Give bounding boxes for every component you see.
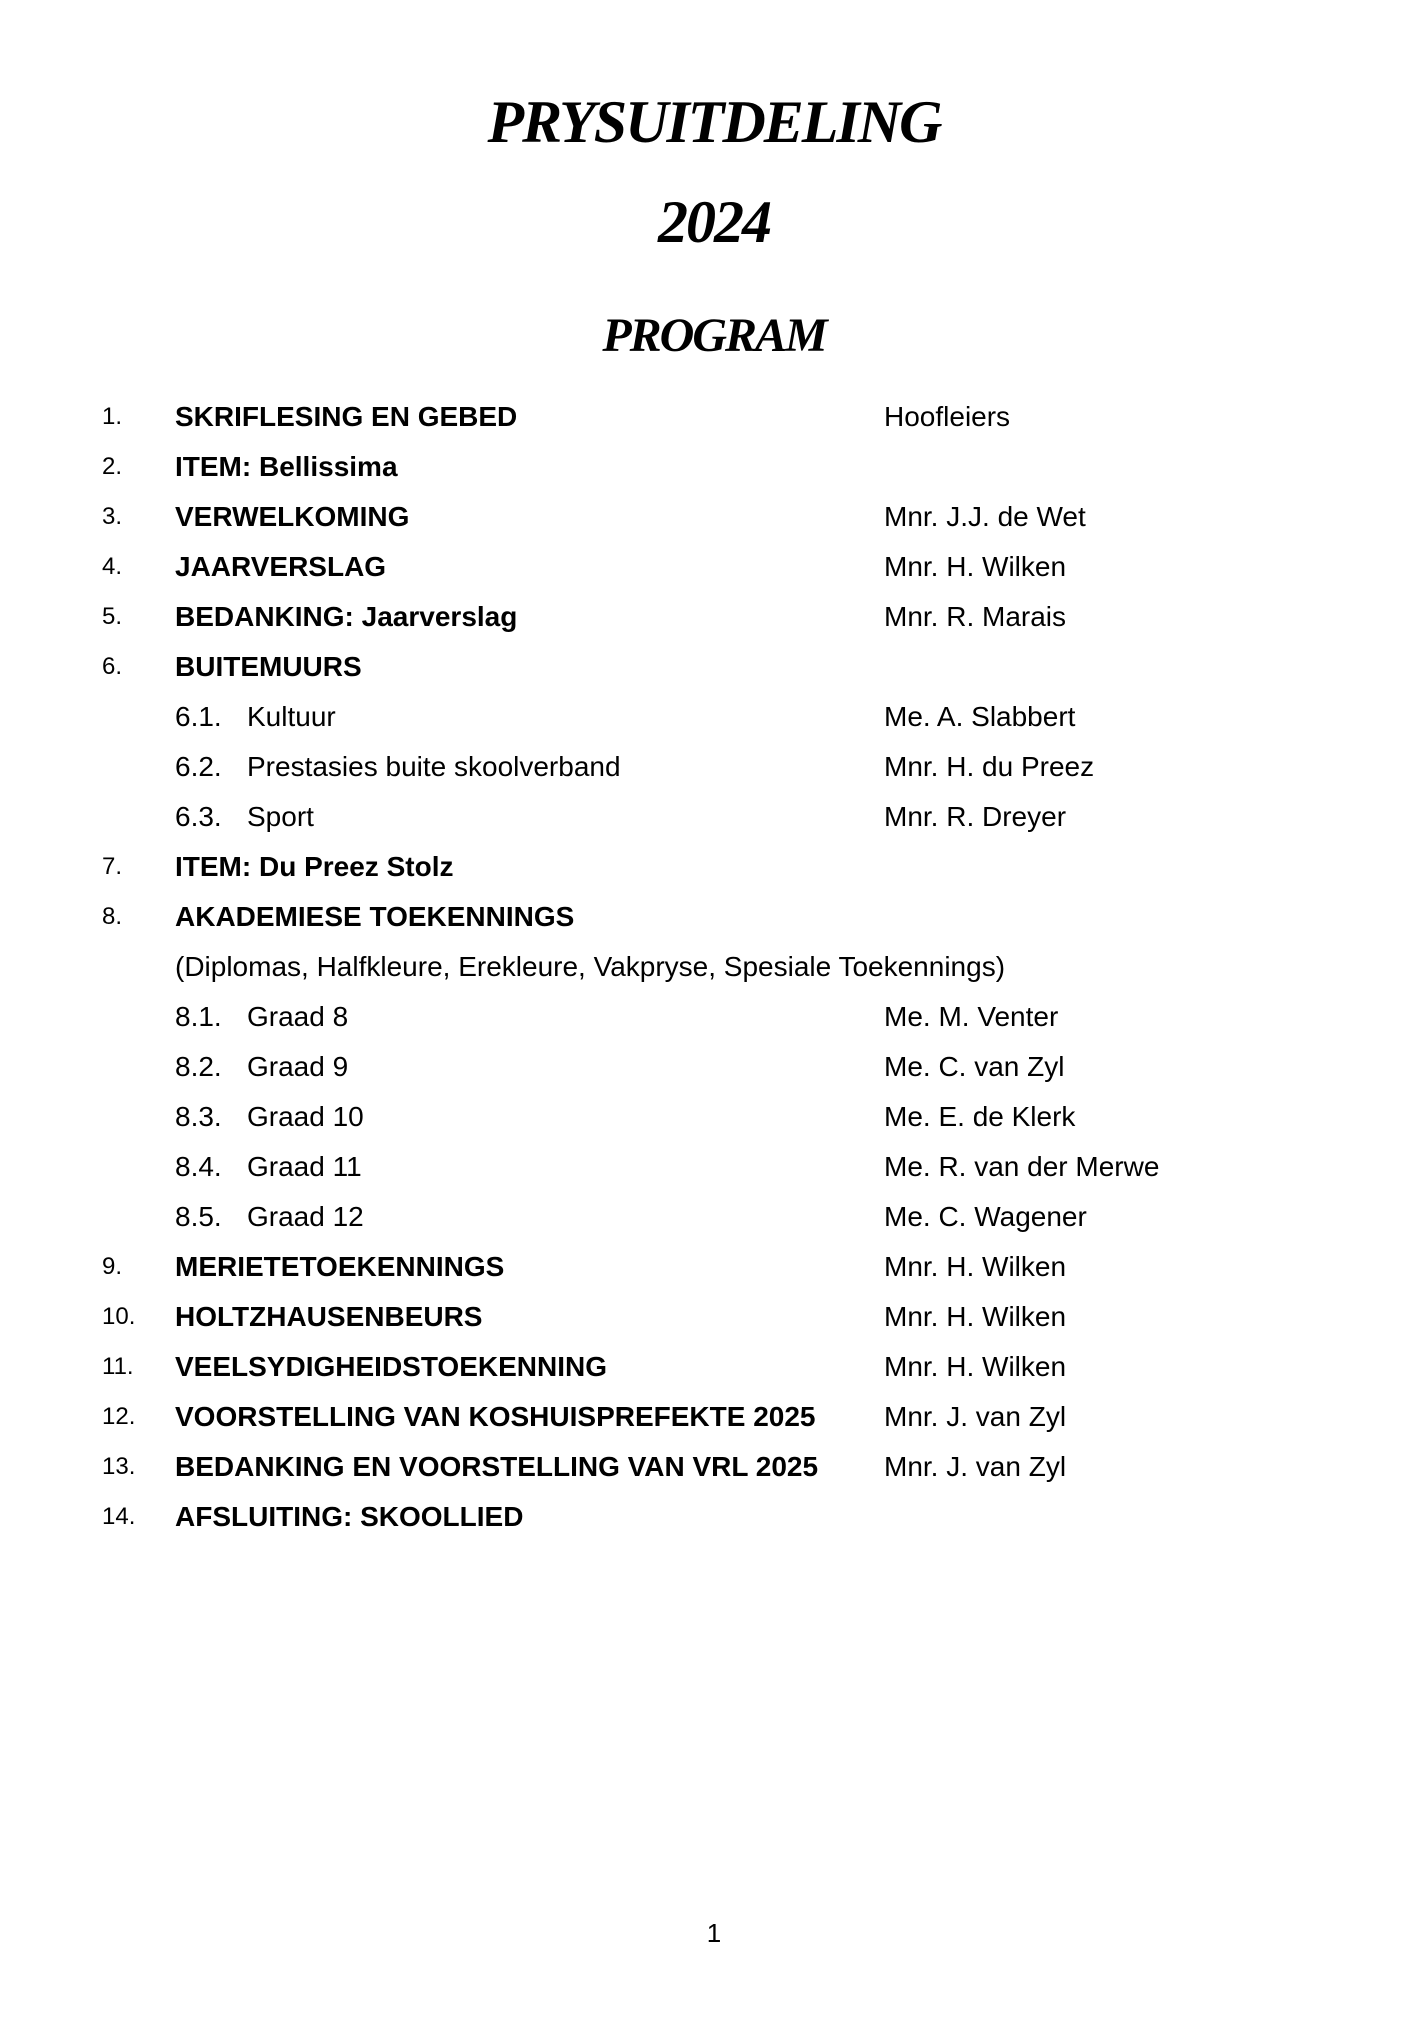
item-label: VERWELKOMING — [175, 501, 410, 532]
item-number: 9. — [102, 1253, 123, 1280]
program-item — [0, 1492, 1428, 1542]
item-number: 1. — [102, 403, 123, 430]
item-presenter: Mnr. H. Wilken — [884, 1251, 1067, 1282]
item-label: AKADEMIESE TOEKENNINGS — [175, 901, 575, 932]
item-label: SKRIFLESING EN GEBED — [175, 401, 518, 432]
program-subitem — [0, 992, 1428, 1042]
subitem-number: 6.3. — [175, 801, 222, 832]
subitem-label: Prestasies buite skoolverband — [247, 751, 621, 782]
program-heading: PROGRAM — [602, 309, 826, 362]
program-item — [0, 1292, 1428, 1342]
item-number: 14. — [102, 1503, 136, 1530]
program-item — [0, 392, 1428, 442]
item-label: JAARVERSLAG — [175, 551, 387, 582]
program-item — [0, 842, 1428, 892]
item-label: VEELSYDIGHEIDSTOEKENNING — [175, 1351, 608, 1382]
item-number: 2. — [102, 453, 123, 480]
subitem-label: Graad 9 — [247, 1051, 349, 1082]
program-item — [0, 1442, 1428, 1492]
item-label: HOLTZHAUSENBEURS — [175, 1301, 483, 1332]
item-number: 8. — [102, 903, 123, 930]
item-number: 7. — [102, 853, 123, 880]
document-title: PRYSUITDELING — [487, 89, 941, 155]
subitem-presenter: Me. E. de Klerk — [884, 1101, 1076, 1132]
item-number: 3. — [102, 503, 123, 530]
subitem-presenter: Mnr. H. du Preez — [884, 751, 1095, 782]
subitem-number: 6.1. — [175, 701, 222, 732]
item-number: 13. — [102, 1453, 136, 1480]
program-item — [0, 542, 1428, 592]
program-subitem — [0, 1142, 1428, 1192]
program-item — [0, 1342, 1428, 1392]
item-number: 4. — [102, 553, 123, 580]
item-presenter: Mnr. J. van Zyl — [884, 1451, 1067, 1482]
program-subitem — [0, 692, 1428, 742]
subitem-number: 8.3. — [175, 1101, 222, 1132]
item-label: AFSLUITING: SKOOLLIED — [175, 1501, 524, 1532]
item-presenter: Mnr. H. Wilken — [884, 551, 1067, 582]
subitem-label: Graad 8 — [247, 1001, 349, 1032]
subitem-label: Graad 11 — [247, 1151, 362, 1182]
subitem-presenter: Mnr. R. Dreyer — [884, 801, 1067, 832]
akademies-note: (Diplomas, Halfkleure, Erekleure, Vakpryse, Spesiale Toekennings) — [175, 951, 1006, 982]
item-presenter: Mnr. R. Marais — [884, 601, 1067, 632]
item-label: VOORSTELLING VAN KOSHUISPREFEKTE 2025 — [175, 1401, 816, 1432]
program-item — [0, 892, 1428, 942]
subitem-label: Sport — [247, 801, 314, 832]
item-label: BEDANKING: Jaarverslag — [175, 601, 518, 632]
program-item — [0, 492, 1428, 542]
subitem-presenter: Me. M. Venter — [884, 1001, 1059, 1032]
item-label: BUITEMUURS — [175, 651, 362, 682]
program-item — [0, 442, 1428, 492]
item-label: ITEM: Du Preez Stolz — [175, 851, 454, 882]
subitem-number: 8.4. — [175, 1151, 222, 1182]
program-note — [0, 942, 1428, 992]
item-label: MERIETETOEKENNINGS — [175, 1251, 505, 1282]
program-item — [0, 1392, 1428, 1442]
item-presenter: Hoofleiers — [884, 401, 1011, 432]
item-number: 11. — [102, 1353, 134, 1380]
program-item — [0, 1242, 1428, 1292]
subitem-number: 6.2. — [175, 751, 222, 782]
program-item — [0, 592, 1428, 642]
program-subitem — [0, 1092, 1428, 1142]
item-label: ITEM: Bellissima — [175, 451, 398, 482]
item-presenter: Mnr. H. Wilken — [884, 1301, 1067, 1332]
subitem-number: 8.5. — [175, 1201, 222, 1232]
subitem-presenter: Me. R. van der Merwe — [884, 1151, 1160, 1182]
item-presenter: Mnr. J.J. de Wet — [884, 501, 1086, 532]
subitem-presenter: Me. C. Wagener — [884, 1201, 1087, 1232]
item-number: 6. — [102, 653, 123, 680]
subitem-label: Graad 12 — [247, 1201, 364, 1232]
subitem-presenter: Me. C. van Zyl — [884, 1051, 1065, 1082]
program-subitem — [0, 742, 1428, 792]
subitem-label: Kultuur — [247, 701, 336, 732]
program-subitem — [0, 1042, 1428, 1092]
subitem-number: 8.2. — [175, 1051, 222, 1082]
document-year: 2024 — [658, 189, 770, 255]
item-number: 10. — [102, 1303, 136, 1330]
program-list — [0, 392, 1428, 1542]
subitem-number: 8.1. — [175, 1001, 222, 1032]
item-label: BEDANKING EN VOORSTELLING VAN VRL 2025 — [175, 1451, 819, 1482]
item-number: 12. — [102, 1403, 136, 1430]
item-presenter: Mnr. J. van Zyl — [884, 1401, 1067, 1432]
program-subitem — [0, 1192, 1428, 1242]
page-number: 1 — [706, 1918, 722, 1948]
item-number: 5. — [102, 603, 123, 630]
program-subitem — [0, 792, 1428, 842]
program-item — [0, 642, 1428, 692]
subitem-label: Graad 10 — [247, 1101, 364, 1132]
item-presenter: Mnr. H. Wilken — [884, 1351, 1067, 1382]
subitem-presenter: Me. A. Slabbert — [884, 701, 1076, 732]
